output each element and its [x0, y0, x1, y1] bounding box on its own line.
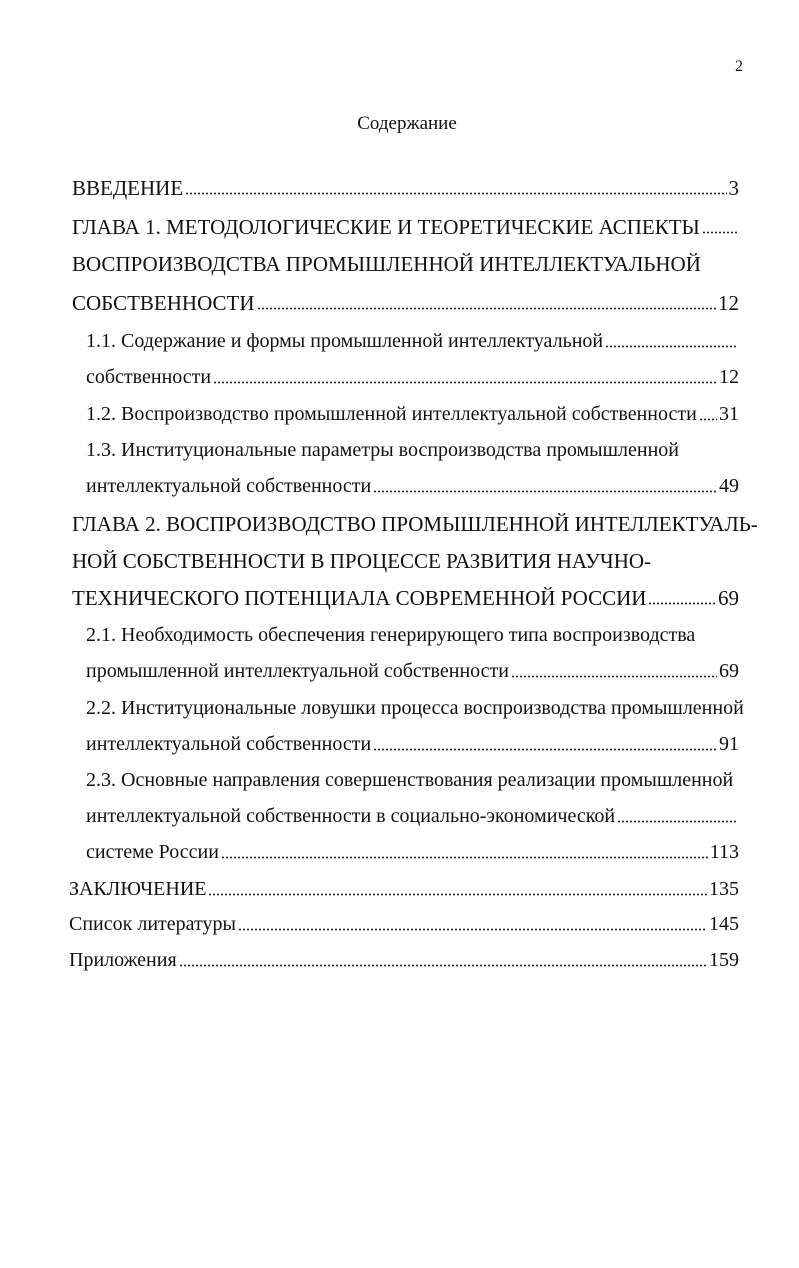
- toc-entry-section-1-1-line-2[interactable]: [86, 354, 739, 390]
- dot-leader: [185, 192, 726, 195]
- toc-entry-section-1-1-line-1[interactable]: [86, 318, 739, 354]
- dot-leader: [238, 928, 707, 931]
- toc-entry-appendices[interactable]: [69, 937, 739, 973]
- toc-entry-section-2-1-line-1[interactable]: [86, 612, 739, 648]
- toc-entry-section-2-3-line-2[interactable]: [86, 793, 739, 829]
- toc-entry-section-2-2-line-2[interactable]: [86, 721, 739, 757]
- toc-entry-page: 113: [709, 841, 739, 863]
- toc-entry-text: Приложения: [69, 949, 177, 971]
- toc-entry-page: 49: [719, 475, 739, 497]
- toc-entry-page: 31: [719, 403, 739, 425]
- toc-entry-chapter-1-line-2[interactable]: [72, 241, 739, 277]
- toc-entry-references[interactable]: [69, 901, 739, 937]
- toc-entry-text: СОБСТВЕННОСТИ: [72, 291, 255, 315]
- toc-entry-page: 69: [718, 586, 739, 610]
- toc-entry-chapter-1-line-3[interactable]: [72, 280, 739, 316]
- toc-entry-section-2-3-line-3[interactable]: [86, 829, 739, 865]
- toc-entry-page: 12: [719, 366, 739, 388]
- dot-leader: [213, 381, 717, 384]
- toc-entry-page: 159: [709, 949, 739, 971]
- toc-entry-page: 91: [719, 733, 739, 755]
- dot-leader: [617, 820, 737, 823]
- toc-entry-text: системе России: [86, 841, 219, 863]
- toc-entry-page: 145: [709, 913, 739, 935]
- dot-leader: [221, 856, 708, 859]
- toc-entry-text: интеллектуальной собственности: [86, 475, 372, 497]
- toc-entry-text: 2.1. Необходимость обеспечения генерирующего типа воспроизводства: [86, 624, 696, 646]
- toc-entry-section-2-2-line-1[interactable]: [86, 685, 744, 721]
- dot-leader: [511, 675, 717, 678]
- toc-entry-introduction[interactable]: [72, 165, 739, 201]
- toc-entry-section-1-2[interactable]: [86, 391, 739, 427]
- toc-entry-text: ГЛАВА 1. МЕТОДОЛОГИЧЕСКИЕ И ТЕОРЕТИЧЕСКИЕ АСПЕКТЫ: [72, 215, 700, 239]
- toc-entry-text: собственности: [86, 366, 212, 388]
- dot-leader: [373, 490, 717, 493]
- toc-title: Содержание: [357, 113, 457, 134]
- toc-entry-text: ГЛАВА 2. ВОСПРОИЗВОДСТВО ПРОМЫШЛЕННОЙ ИНТЕЛЛЕКТУАЛЬ-: [72, 512, 758, 536]
- toc-entry-section-2-3-line-1[interactable]: [86, 757, 739, 793]
- dot-leader: [699, 418, 717, 421]
- toc-entry-text: ТЕХНИЧЕСКОГО ПОТЕНЦИАЛА СОВРЕМЕННОЙ РОССИИ: [72, 586, 647, 610]
- toc-entry-text: интеллектуальной собственности в социально-экономической: [86, 805, 616, 827]
- toc-entry-section-1-3-line-2[interactable]: [86, 463, 739, 499]
- dot-leader: [179, 964, 707, 967]
- toc-entry-section-1-3-line-1[interactable]: [86, 427, 739, 463]
- toc-entry-text: ВОСПРОИЗВОДСТВА ПРОМЫШЛЕННОЙ ИНТЕЛЛЕКТУАЛЬНОЙ: [72, 252, 701, 276]
- toc-entry-page: 135: [709, 878, 739, 900]
- toc-entry-text: 1.1. Содержание и формы промышленной интеллектуальной: [86, 330, 604, 352]
- toc-entry-page: 69: [719, 660, 739, 682]
- dot-leader: [605, 345, 737, 348]
- toc-entry-text: Список литературы: [69, 913, 236, 935]
- toc-entry-page: 3: [728, 176, 739, 200]
- toc-entry-chapter-2-line-2[interactable]: [72, 538, 739, 574]
- toc-entry-text: 2.2. Институциональные ловушки процесса воспроизводства промышленной: [86, 697, 744, 719]
- toc-entry-chapter-2-line-3[interactable]: [72, 575, 739, 611]
- toc-entry-text: 2.3. Основные направления совершенствования реализации промышленной: [86, 769, 734, 791]
- page-number: 2: [735, 58, 743, 75]
- toc-entry-chapter-2-line-1[interactable]: [72, 501, 758, 537]
- toc-entry-text: НОЙ СОБСТВЕННОСТИ В ПРОЦЕССЕ РАЗВИТИЯ НАУЧНО-: [72, 549, 652, 573]
- dot-leader: [208, 893, 707, 896]
- toc-entry-text: 1.2. Воспроизводство промышленной интеллектуальной собственности: [86, 403, 697, 425]
- toc-entry-text: интеллектуальной собственности: [86, 733, 372, 755]
- dot-leader: [702, 231, 737, 234]
- toc-entry-text: 1.3. Институциональные параметры воспроизводства промышленной: [86, 439, 679, 461]
- toc-entry-page: 12: [718, 291, 739, 315]
- toc-entry-text: ВВЕДЕНИЕ: [72, 176, 184, 200]
- toc-entry-text: ЗАКЛЮЧЕНИЕ: [69, 878, 207, 900]
- toc-entry-chapter-1-line-1[interactable]: [72, 204, 739, 240]
- toc-entry-section-2-1-line-2[interactable]: [86, 648, 739, 684]
- dot-leader: [648, 602, 716, 605]
- toc-entry-conclusion[interactable]: [69, 866, 739, 902]
- dot-leader: [373, 748, 717, 751]
- toc-entry-text: промышленной интеллектуальной собственности: [86, 660, 509, 682]
- dot-leader: [257, 307, 716, 310]
